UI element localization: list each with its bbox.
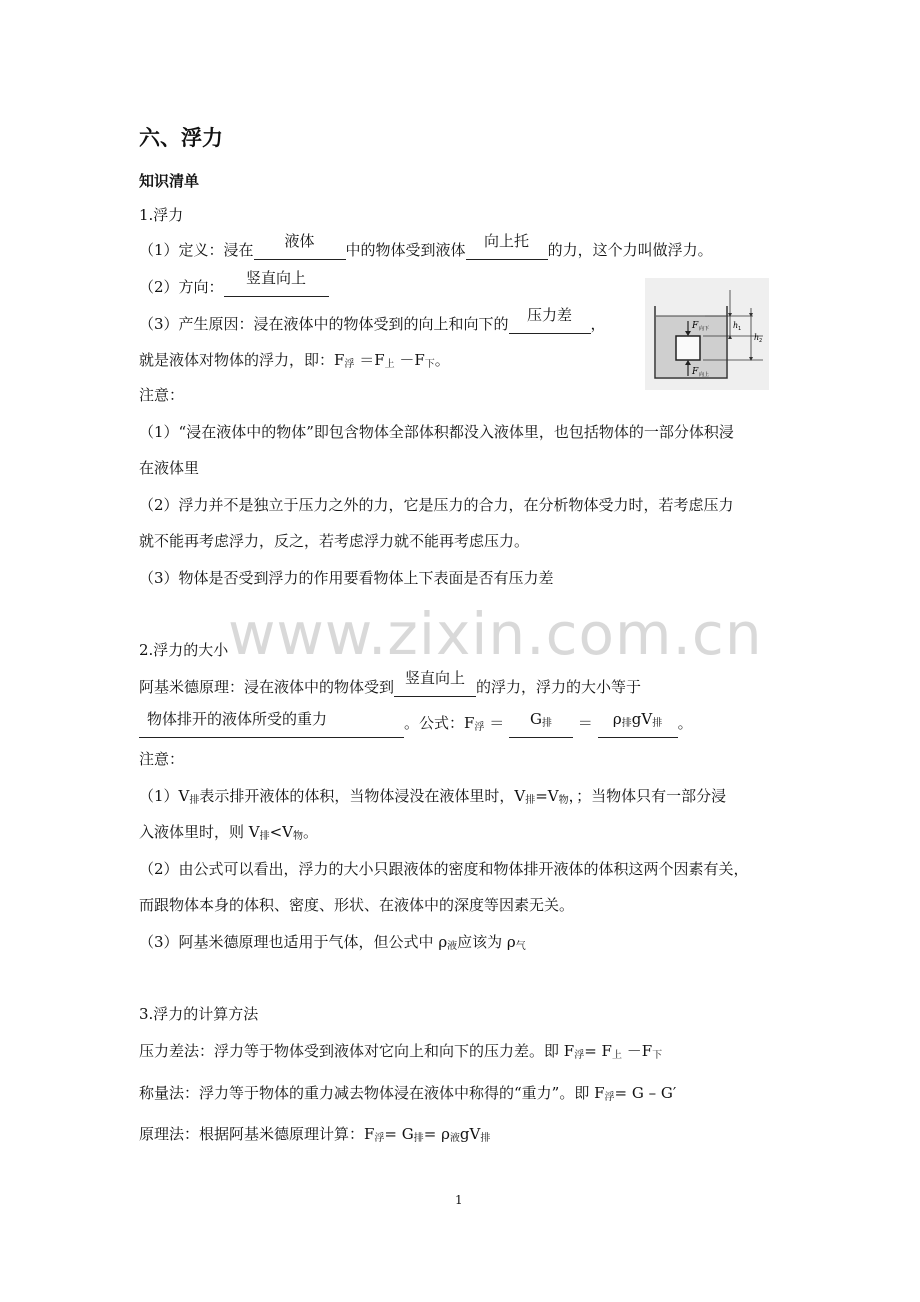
s1-direction: （2）方向： 竖直向上 [139, 276, 329, 297]
watermark: www.zixin.com.cn [228, 600, 763, 668]
answer-blank: 竖直向上 [224, 276, 329, 297]
svg-text:2: 2 [759, 338, 763, 344]
page-title: 六、浮力 [139, 126, 223, 150]
answer-blank: 物体排开的液体所受的重力 [139, 717, 404, 738]
s1-note-label: 注意： [139, 386, 185, 404]
s1-heading: 1.浮力 [139, 206, 184, 224]
buoyancy-diagram [645, 278, 769, 390]
s2-note2-line1: （2）由公式可以看出，浮力的大小只跟液体的密度和物体排开液体的体积这两个因素有关， [139, 860, 749, 878]
svg-text:向下: 向下 [699, 326, 710, 332]
s1-note3: （3）物体是否受到浮力的作用要看物体上下表面是否有压力差 [139, 569, 554, 587]
s1-formula: 就是液体对物体的浮力，即：$F_浮 =F_上 -F_下$。 [139, 351, 450, 370]
s1-note1-line1: （1）“浸在液体中的物体”即包含物体全部体积都没入液体里，也包括物体的一部分体积浸 [139, 423, 734, 441]
s2-note1-line1: $(1)V_排$表示排开液体的体积，当物体浸没在液体里时，$V_排=V_物$，；当物体只有一部分浸 [139, 787, 727, 806]
answer-blank: 液体 [254, 239, 346, 260]
svg-text:1: 1 [738, 326, 742, 332]
s3-method2: 称量法：浮力等于物体的重力减去物体浸在液体中称得的“重力”。即 $F_浮= G - G'$ [139, 1084, 677, 1103]
svg-text:F: F [692, 367, 699, 377]
svg-text:h: h [754, 333, 760, 342]
s2-note2-line2: 而跟物体本身的体积、密度、形状、在液体中的深度等因素无关。 [139, 896, 575, 914]
section-subtitle: 知识清单 [139, 172, 200, 190]
s3-heading: 3.浮力的计算方法 [139, 1005, 259, 1023]
s2-note3: （3）阿基米德原理也适用于气体，但公式中 $\rho_液$应该为 $\rho_气$ [139, 933, 526, 952]
svg-text:h: h [733, 321, 739, 330]
s2-note-label: 注意： [139, 750, 185, 768]
answer-blank: 竖直向上 [394, 676, 476, 697]
answer-blank: 压力差 [509, 313, 591, 334]
s3-method1: 压力差法：浮力等于物体受到液体对它向上和向下的压力差。即 $F_浮= F_上 -F_下$ [139, 1042, 663, 1061]
s2-formula: 物体排开的液体所受的重力 。公式：$F_浮$ ＝ $G_排$ ＝ $\rho_排gV_排$ 。 [139, 713, 693, 738]
answer-blank: $G_排$ [509, 717, 573, 738]
s2-note1-line2: 入液体里时，则 $V_排<V_物$。 [139, 823, 319, 842]
answer-blank: 向上托 [466, 239, 548, 260]
s1-definition: （1）定义：浸在 液体 中的物体受到液体 向上托 的力，这个力叫做浮力。 [139, 232, 713, 259]
s1-cause: （3）产生原因：浸在液体中的物体受到的向上和向下的 压力差 ， [139, 306, 606, 333]
s3-method3: 原理法：根据阿基米德原理计算：$F_浮= G_排= \rho_液gV_排$ [139, 1125, 491, 1144]
svg-text:向上: 向上 [699, 372, 710, 378]
answer-blank: $\rho_排gV_排$ [598, 717, 678, 738]
s1-note1-line2: 在液体里 [139, 459, 200, 477]
s2-archimedes: 阿基米德原理：浸在液体中的物体受到 竖直向上 的浮力，浮力的大小等于 [139, 669, 642, 696]
s2-heading: 2.浮力的大小 [139, 641, 229, 659]
s1-note2-line1: （2）浮力并不是独立于压力之外的力，它是压力的合力，在分析物体受力时，若考虑压力 [139, 496, 734, 514]
page-number: 1 [455, 1193, 463, 1207]
s1-note2-line2: 就不能再考虑浮力，反之，若考虑浮力就不能再考虑压力。 [139, 532, 530, 550]
svg-text:F: F [692, 321, 699, 331]
